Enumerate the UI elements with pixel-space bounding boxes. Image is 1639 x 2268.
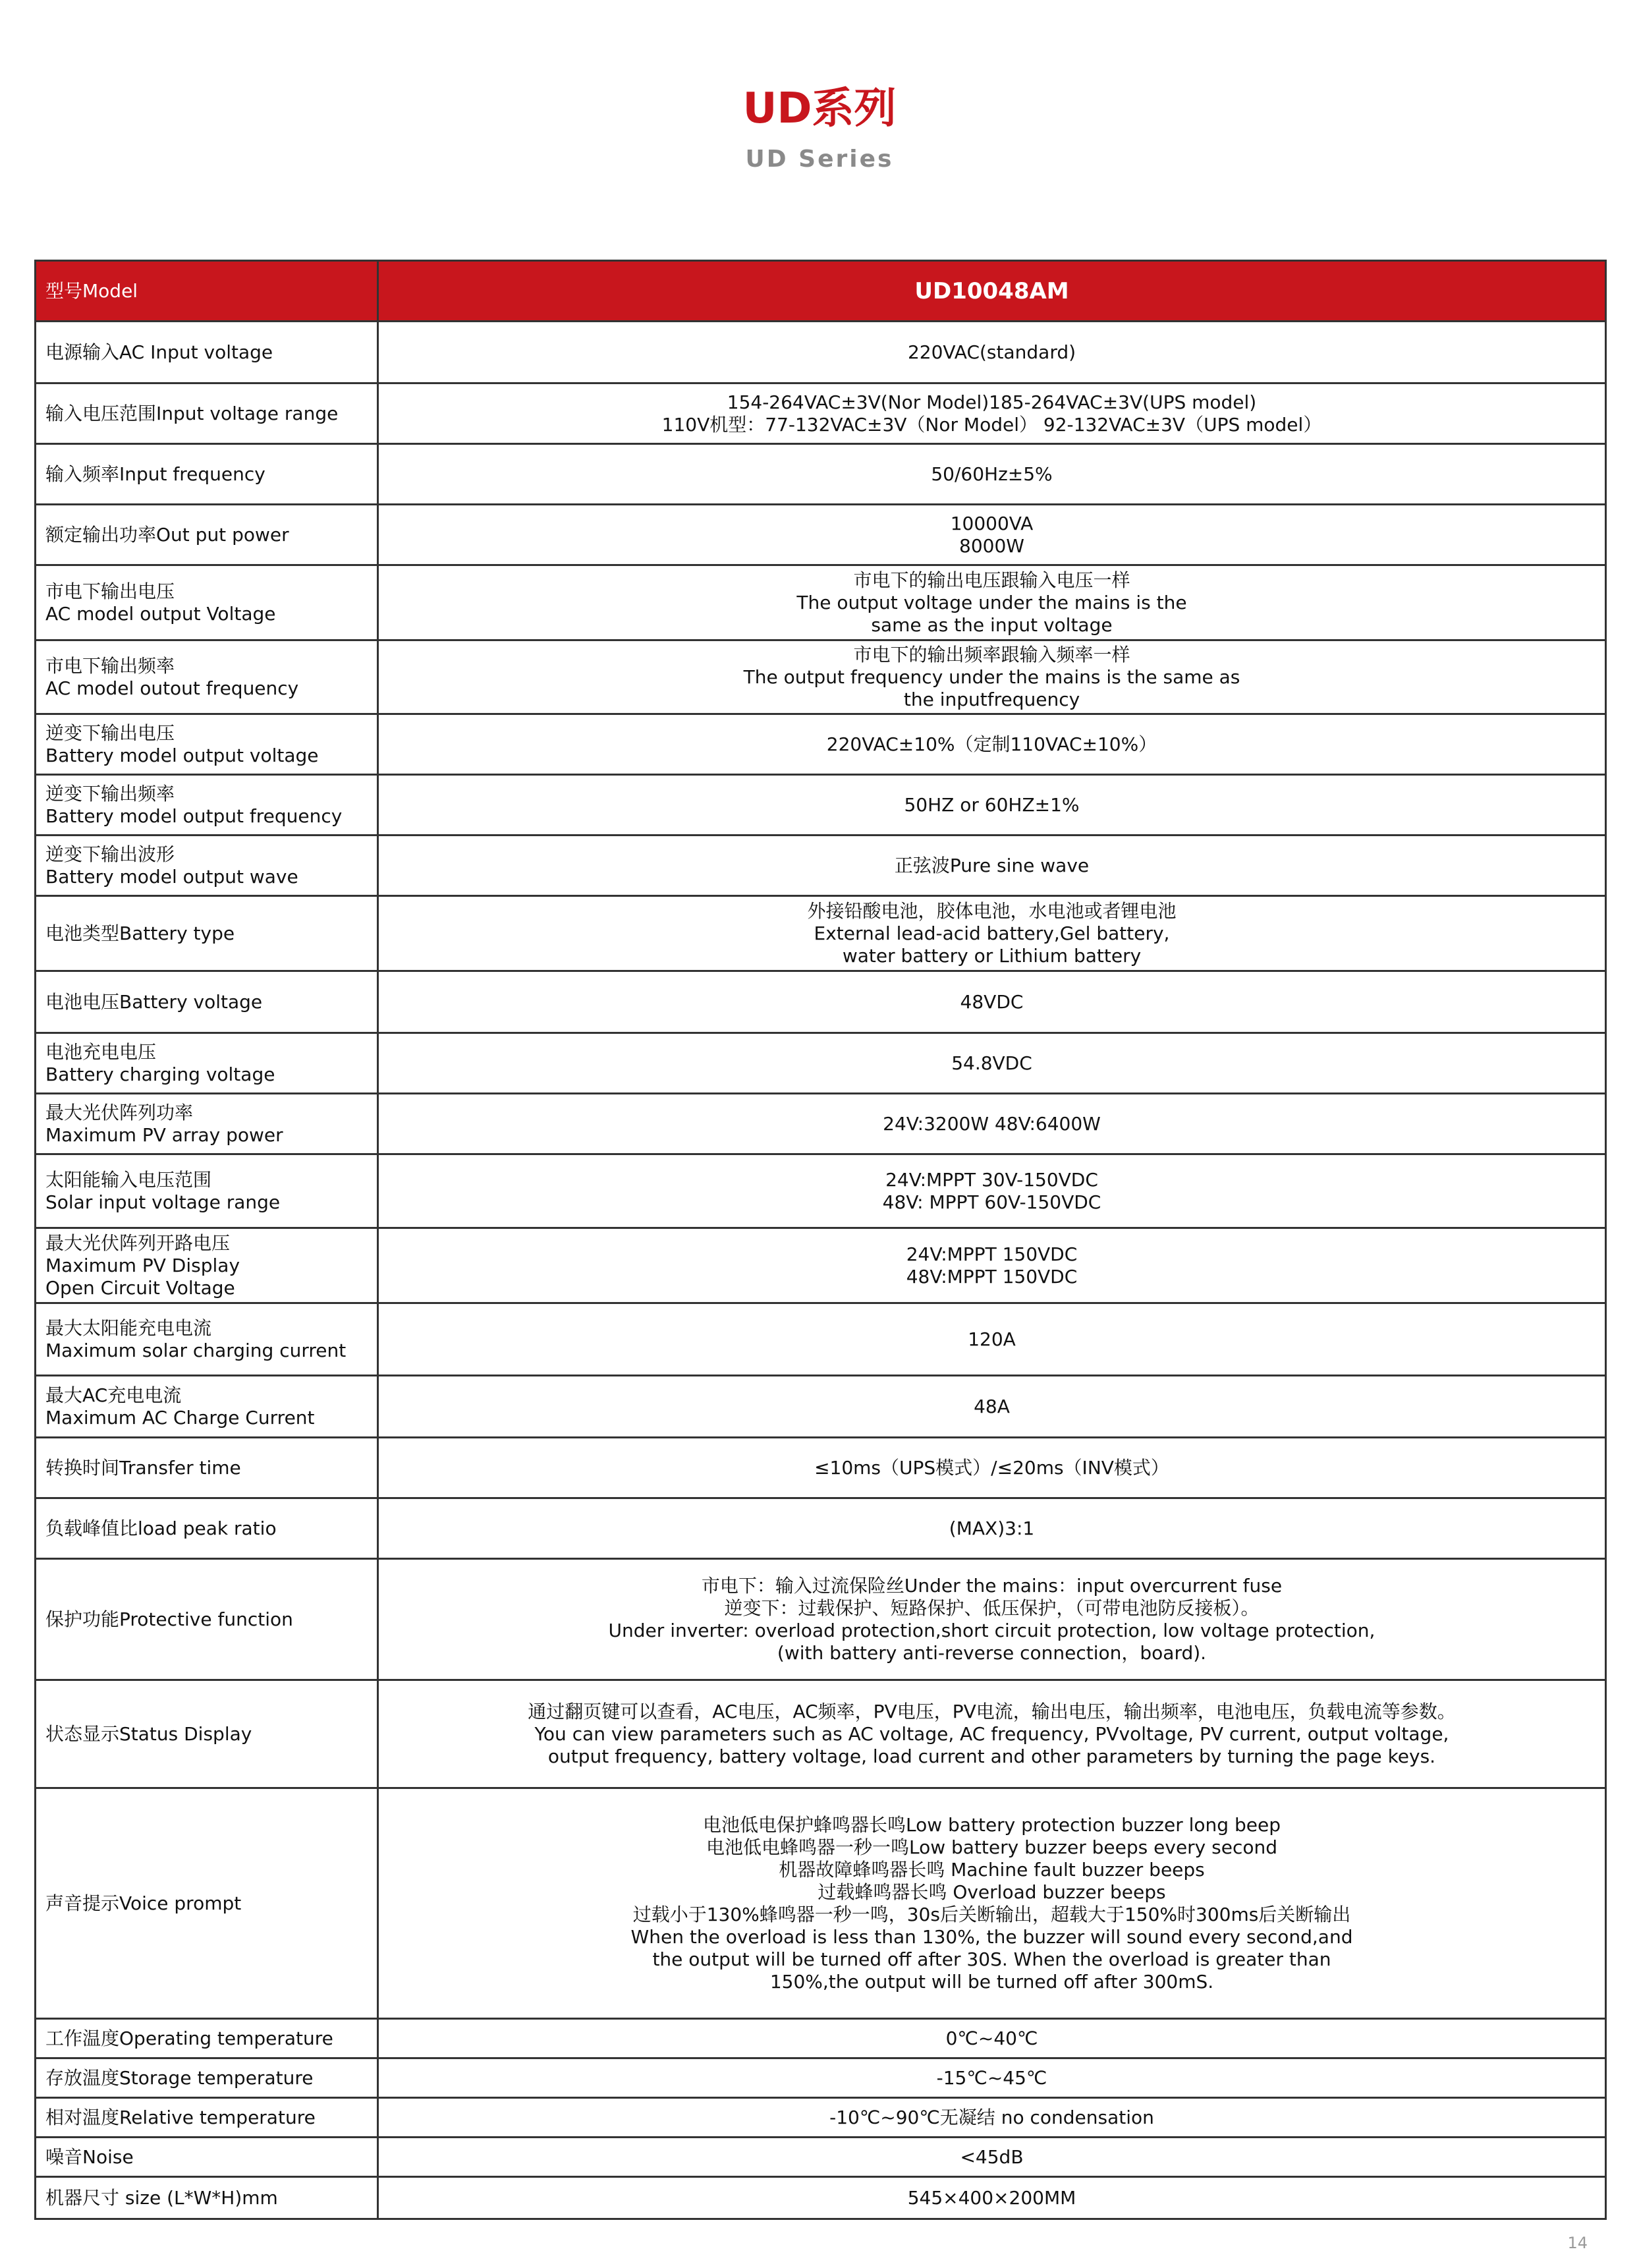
spec-value-line: -15℃~45℃	[936, 2066, 1047, 2089]
spec-value-line: 150%,the output will be turned off after 300mS.	[769, 1970, 1214, 1993]
table-row	[36, 1033, 1606, 1094]
spec-value-line: 54.8VDC	[951, 1052, 1032, 1074]
spec-value-line: 48V:MPPT 150VDC	[906, 1265, 1078, 1288]
spec-value-line: 机器故障蜂鸣器长鸣 Machine fault buzzer beeps	[779, 1858, 1205, 1881]
table-row	[36, 444, 1606, 505]
table-row	[36, 2058, 1606, 2098]
spec-value	[378, 2177, 1606, 2219]
spec-value	[378, 971, 1606, 1033]
spec-value-line: 外接铅酸电池，胶体电池，水电池或者锂电池	[807, 899, 1177, 922]
spec-label	[36, 1498, 378, 1559]
spec-label	[36, 444, 378, 505]
spec-label-line: 最大光伏阵列功率	[45, 1101, 194, 1123]
spec-label-line: 工作温度Operating temperature	[45, 2027, 333, 2049]
spec-label-line: 最大AC充电电流	[45, 1384, 182, 1406]
spec-value	[378, 1303, 1606, 1376]
spec-value-line: 市电下的输出电压跟输入电压一样	[853, 569, 1130, 591]
spec-value	[378, 1376, 1606, 1438]
spec-label-line: AC model output Voltage	[45, 602, 276, 625]
table-row	[36, 1498, 1606, 1559]
spec-value	[378, 896, 1606, 971]
spec-value-line: External lead-acid battery,Gel battery,	[814, 922, 1170, 944]
spec-value-line: 220VAC±10%（定制110VAC±10%）	[826, 733, 1157, 755]
spec-value-line: 110V机型：77-132VAC±3V（Nor Model） 92-132VAC±3V（UPS model）	[661, 413, 1322, 436]
spec-value-line: 过载小于130%蜂鸣器一秒一鸣，30s后关断输出，超载大于150%时300ms后关断输出	[632, 1903, 1351, 1925]
table-row	[36, 775, 1606, 836]
page-number: 14	[1567, 2234, 1588, 2252]
spec-label	[36, 1438, 378, 1498]
spec-label-line: Battery model output frequency	[45, 805, 343, 827]
spec-label-line: 逆变下输出波形	[45, 843, 175, 865]
spec-label-line: Battery model output voltage	[45, 744, 319, 766]
spec-label	[36, 775, 378, 836]
spec-label-line: 机器尺寸 size (L*W*H)mm	[45, 2186, 278, 2209]
spec-label-line: 电池类型Battery type	[45, 922, 235, 944]
spec-label-line: 电源输入AC Input voltage	[45, 341, 273, 363]
spec-label	[36, 1154, 378, 1228]
spec-label-line: 电池电压Battery voltage	[45, 990, 263, 1013]
page-title: UD系列	[742, 84, 897, 133]
spec-value-line: 市电下：输入过流保险丝Under the mains：input overcurrent fuse	[701, 1574, 1283, 1597]
spec-value-line: output frequency, battery voltage, load current and other parameters by turning the page keys.	[547, 1745, 1436, 1767]
spec-label-line: 逆变下输出电压	[45, 722, 175, 744]
page-subtitle: UD Series	[745, 146, 894, 173]
table-row	[36, 896, 1606, 971]
spec-value	[378, 383, 1606, 444]
spec-label	[36, 2098, 378, 2138]
spec-label-line: 状态显示Status Display	[45, 1722, 252, 1745]
spec-value-line: 545×400×200MM	[907, 2186, 1076, 2209]
spec-label	[36, 1094, 378, 1154]
spec-label-line: Maximum PV array power	[45, 1123, 283, 1146]
spec-label-line: Maximum solar charging current	[45, 1339, 347, 1361]
table-row	[36, 2098, 1606, 2138]
spec-value	[378, 444, 1606, 505]
spec-label-line: 最大光伏阵列开路电压	[45, 1232, 231, 1254]
spec-value	[378, 2138, 1606, 2177]
spec-label	[36, 505, 378, 565]
table-row	[36, 2019, 1606, 2058]
spec-value-line: The output voltage under the mains is the	[796, 591, 1187, 613]
spec-label	[36, 1559, 378, 1680]
spec-label-line: AC model outout frequency	[45, 677, 299, 699]
spec-value-line: 电池低电保护蜂鸣器长鸣Low battery protection buzzer long beep	[703, 1813, 1281, 1836]
spec-label-line: Solar input voltage range	[45, 1191, 281, 1213]
spec-value	[378, 1228, 1606, 1303]
spec-label-line: 逆变下输出频率	[45, 782, 175, 805]
spec-value-line: 50HZ or 60HZ±1%	[904, 793, 1080, 816]
spec-label	[36, 836, 378, 896]
spec-label	[36, 1788, 378, 2019]
spec-label	[36, 714, 378, 775]
spec-value-line: 48VDC	[960, 990, 1024, 1013]
spec-value-line: Under inverter: overload protection,short circuit protection, low voltage protection,	[608, 1619, 1375, 1641]
model-label: 型号Model	[36, 261, 378, 322]
spec-value	[378, 1559, 1606, 1680]
table-row	[36, 1376, 1606, 1438]
spec-label-line: Open Circuit Voltage	[45, 1276, 235, 1299]
spec-value-line: 48V: MPPT 60V-150VDC	[882, 1191, 1101, 1213]
spec-value-line: the inputfrequency	[903, 688, 1080, 710]
table-row	[36, 1094, 1606, 1154]
spec-value-line: 0℃~40℃	[945, 2027, 1038, 2049]
table-row	[36, 383, 1606, 444]
spec-value-line: 正弦波Pure sine wave	[894, 854, 1090, 876]
table-row	[36, 836, 1606, 896]
spec-value-line: ≤10ms（UPS模式）/≤20ms（INV模式）	[814, 1456, 1169, 1479]
table-row	[36, 565, 1606, 640]
spec-label-line: 输入电压范围Input voltage range	[45, 402, 339, 424]
spec-value	[378, 1154, 1606, 1228]
spec-value-line: You can view parameters such as AC voltage, AC frequency, PVvoltage, PV current, output voltage,	[534, 1722, 1449, 1745]
table-row	[36, 1438, 1606, 1498]
spec-label	[36, 1303, 378, 1376]
spec-label-line: 输入频率Input frequency	[45, 463, 265, 485]
spec-label	[36, 322, 378, 383]
spec-label	[36, 1376, 378, 1438]
spec-label	[36, 2177, 378, 2219]
spec-value-line: water battery or Lithium battery	[842, 944, 1142, 967]
spec-label	[36, 896, 378, 971]
spec-label	[36, 2058, 378, 2098]
spec-value	[378, 322, 1606, 383]
spec-value-line: 50/60Hz±5%	[931, 463, 1053, 485]
spec-value-line: 220VAC(standard)	[907, 341, 1076, 363]
spec-label-line: 额定输出功率Out put power	[45, 523, 289, 546]
spec-label-line: 市电下输出电压	[45, 580, 175, 602]
spec-label	[36, 565, 378, 640]
spec-label-line: Battery charging voltage	[45, 1063, 275, 1085]
spec-label	[36, 383, 378, 444]
table-header-row	[36, 261, 1606, 322]
spec-value	[378, 1094, 1606, 1154]
table-row	[36, 1559, 1606, 1680]
spec-value-line: <45dB	[960, 2145, 1024, 2168]
spec-value-line: -10℃~90℃无凝结 no condensation	[829, 2106, 1154, 2128]
table-row	[36, 1680, 1606, 1788]
spec-value-line: 通过翻页键可以查看，AC电压，AC频率，PV电压，PV电流，输出电压，输出频率，电池电压，负载电流等参数。	[528, 1700, 1456, 1722]
spec-value-line: 154-264VAC±3V(Nor Model)185-264VAC±3V(UPS model)	[727, 391, 1257, 413]
spec-value-line: 48A	[974, 1395, 1010, 1417]
spec-value-line: 24V:3200W 48V:6400W	[883, 1112, 1101, 1135]
table-row	[36, 1154, 1606, 1228]
spec-value-line: 24V:MPPT 30V-150VDC	[885, 1168, 1098, 1191]
spec-value	[378, 2019, 1606, 2058]
spec-value	[378, 1498, 1606, 1559]
spec-value	[378, 640, 1606, 714]
spec-value	[378, 565, 1606, 640]
spec-table	[34, 260, 1607, 2220]
spec-value-line: (with battery anti-reverse connection，board).	[777, 1641, 1207, 1664]
spec-value	[378, 505, 1606, 565]
spec-value-line: 24V:MPPT 150VDC	[906, 1243, 1078, 1265]
spec-value	[378, 836, 1606, 896]
spec-label-line: 保护功能Protective function	[45, 1608, 293, 1630]
table-row	[36, 971, 1606, 1033]
spec-value	[378, 775, 1606, 836]
spec-value	[378, 714, 1606, 775]
table-row	[36, 505, 1606, 565]
spec-label-line: 声音提示Voice prompt	[45, 1892, 242, 1914]
spec-label-line: Maximum AC Charge Current	[45, 1406, 315, 1429]
spec-label	[36, 640, 378, 714]
spec-label	[36, 971, 378, 1033]
spec-value-line: 过载蜂鸣器长鸣 Overload buzzer beeps	[818, 1881, 1166, 1903]
spec-value	[378, 1438, 1606, 1498]
spec-value-line: same as the input voltage	[871, 613, 1113, 636]
spec-value-line: When the overload is less than 130%, the buzzer will sound every second,and	[630, 1925, 1353, 1948]
spec-label	[36, 1228, 378, 1303]
spec-label-line: 存放温度Storage temperature	[45, 2066, 314, 2089]
spec-label-line: 电池充电电压	[45, 1040, 157, 1063]
spec-value	[378, 2058, 1606, 2098]
table-row	[36, 2138, 1606, 2177]
spec-value-line: 市电下的输出频率跟输入频率一样	[853, 643, 1130, 666]
model-value: UD10048AM	[378, 261, 1606, 322]
spec-value	[378, 1788, 1606, 2019]
table-row	[36, 1788, 1606, 2019]
table-row	[36, 1228, 1606, 1303]
spec-value-line: 8000W	[959, 534, 1024, 557]
spec-value-line: The output frequency under the mains is the same as	[743, 666, 1240, 688]
spec-value-line: (MAX)3:1	[949, 1517, 1035, 1539]
spec-label	[36, 2138, 378, 2177]
spec-value-line: 电池低电蜂鸣器一秒一鸣Low battery buzzer beeps every second	[706, 1836, 1278, 1858]
spec-label	[36, 1033, 378, 1094]
spec-value	[378, 1680, 1606, 1788]
spec-value-line: 逆变下：过载保护、短路保护、低压保护，（可带电池防反接板）。	[724, 1597, 1260, 1619]
spec-value	[378, 2098, 1606, 2138]
spec-label-line: 市电下输出频率	[45, 654, 175, 677]
spec-label-line: 噪音Noise	[45, 2145, 134, 2168]
table-row	[36, 2177, 1606, 2219]
spec-label-line: 太阳能输入电压范围	[45, 1168, 212, 1191]
spec-label-line: 最大太阳能充电电流	[45, 1317, 212, 1339]
spec-value-line: the output will be turned off after 30S. When the overload is greater than	[652, 1948, 1331, 1970]
spec-label	[36, 1680, 378, 1788]
table-row	[36, 322, 1606, 383]
spec-value-line: 120A	[968, 1328, 1016, 1350]
spec-value	[378, 1033, 1606, 1094]
spec-label-line: Maximum PV Display	[45, 1254, 240, 1276]
spec-label	[36, 2019, 378, 2058]
spec-label-line: 负载峰值比load peak ratio	[45, 1517, 277, 1539]
spec-label-line: 相对温度Relative temperature	[45, 2106, 316, 2128]
table-row	[36, 640, 1606, 714]
table-row	[36, 1303, 1606, 1376]
spec-label-line: Battery model output wave	[45, 865, 298, 888]
spec-value-line: 10000VA	[950, 512, 1034, 534]
spec-label-line: 转换时间Transfer time	[45, 1456, 241, 1479]
table-row	[36, 714, 1606, 775]
